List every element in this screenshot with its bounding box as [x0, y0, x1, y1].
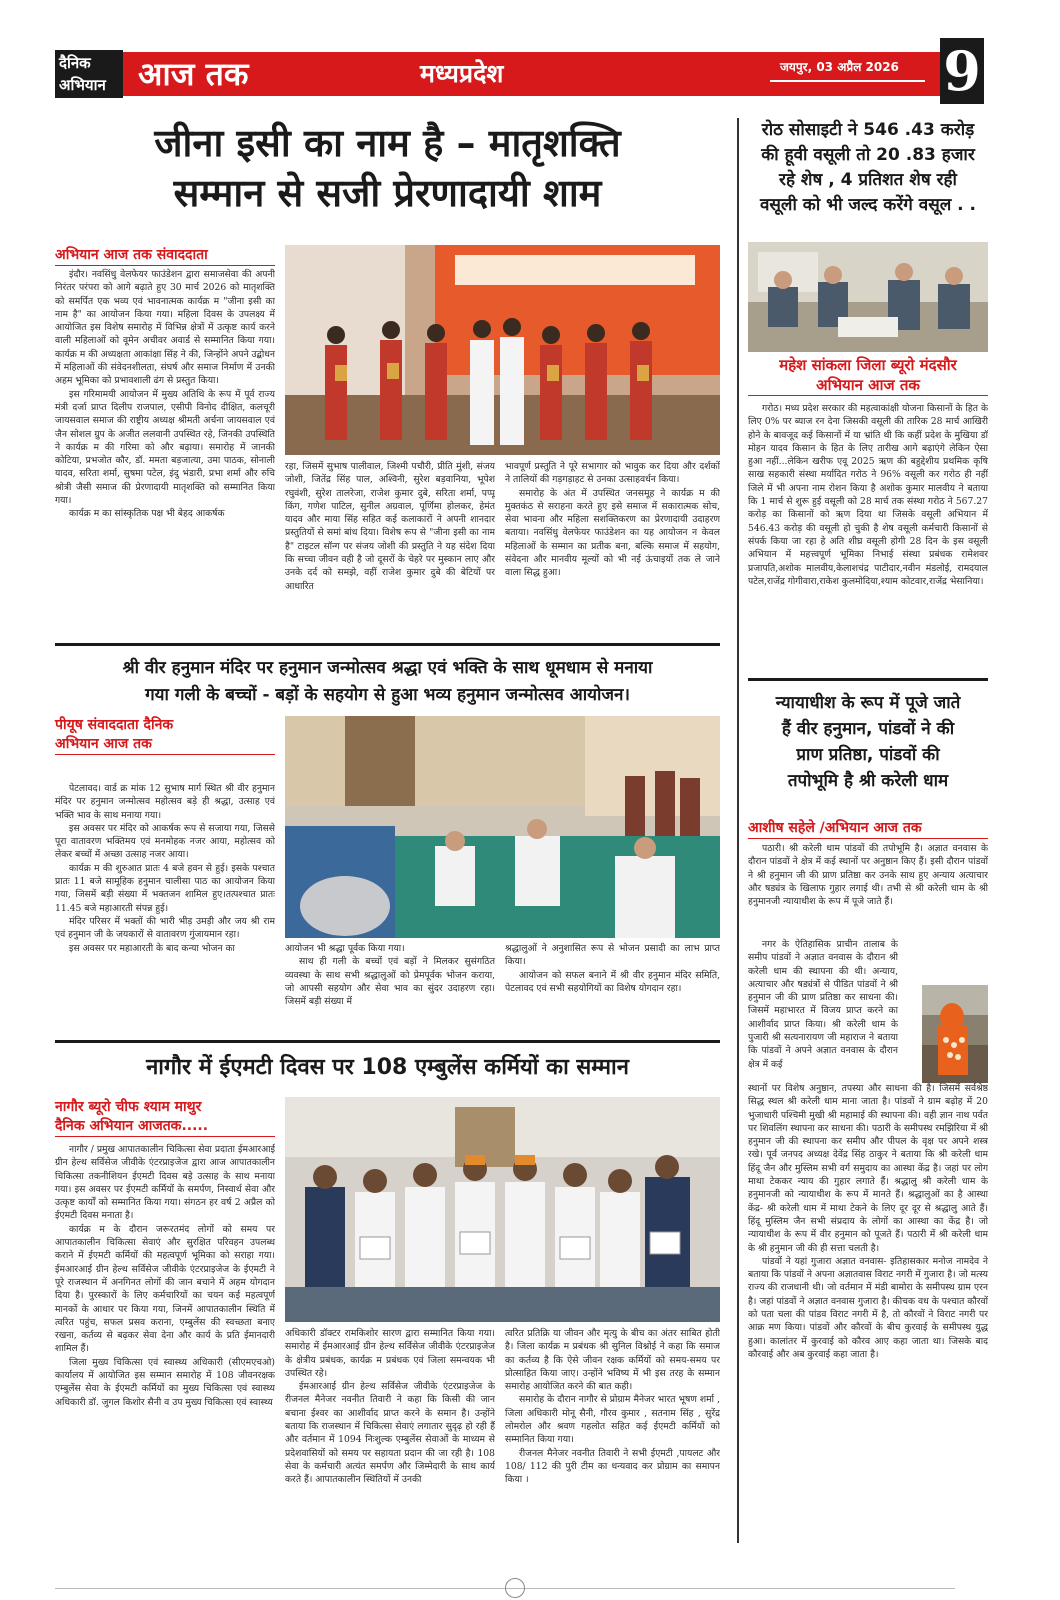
- story5-paragraph: कार्यक्र म के दौरान जरूरतमंद लोगों को समय पर आपातकालीन चिकित्सा सेवाएं और सुरक्षित परिवहन उपलब्ध कराने में ईएमटी कर्मियों की महत्वपूर्ण भूमिका को सराहा गया। ईमआरआई ग्रीन हेल्थ सर्विसेज जीवीके एंटरप्राइजेज के ईएमटी ने पूरे राजस्थान में अनगिनत लोगों की जान बचाने में अहम योगदान दिया है। पुरस्कारों के लिए कर्मचारियों का चयन कई महत्वपूर्ण मानकों के आधार पर किया गया, जिनमें आपातकालीन स्थिति में त्वरित पहुंच, सफल प्रसव कराना, एम्बुलेंस की स्वच्छता बनाए रखना, कर्तव्य से बढ़कर सेवा देना और कार्य के प्रति ईमानदारी शामिल हैं।: [55, 1223, 275, 1355]
- ambulance-staff-honor-photo-image: [285, 1097, 720, 1322]
- story3-byline-line2: अभियान आज तक: [55, 736, 152, 752]
- story5-paragraph: रीजनल मैनेजर नवनीत तिवारी ने सभी ईएमटी ,पायलट और 108/ 112 की पुरी टीम का धन्यवाद कर प्रोग्राम का समापन किया ।: [505, 1447, 720, 1486]
- story2-headline-line2: की हूवी वसूली तो 20 .83 हजार: [761, 145, 975, 165]
- story4-headline-line3: प्राण प्रतिष्ठा, पांडवों की: [796, 745, 940, 765]
- section-divider: [748, 678, 988, 681]
- story1-headline-line1: जीना इसी का नाम है – मातृशक्ति: [154, 121, 621, 165]
- story4-photo: [922, 985, 988, 1083]
- registration-mark-icon: [505, 1578, 525, 1598]
- story5-paragraph: जिला मुख्य चिकित्सा एवं स्वास्थ्य अधिकारी (सीएमएचओ) कार्यालय में आयोजित इस सम्मान समारोह में 108 जीवनरक्षक एम्बुलेंस सेवा के ईएमटी कर्मियों का मुख्य चिकित्सा एवं स्वास्थ्य अधिकारी डॉ. जुगल किशोर सैनी व उप मुख्य चिकित्सा एवं स्वास्थ्य: [55, 1356, 275, 1408]
- story1-column-1: [55, 268, 275, 638]
- story1-paragraph: भावपूर्ण प्रस्तुति ने पूरे सभागार को भावुक कर दिया और दर्शकों ने तालियों की गड़गड़ाहट से उनका उत्साहवर्धन किया।: [505, 461, 720, 486]
- brand-small-2: अभियान: [59, 76, 106, 94]
- story3-paragraph: कार्यक्र म की शुरुआत प्रातः 4 बजे हवन से हुई। इसके पश्चात प्रातः 11 बजे सामूहिक हनुमान चालीसा पाठ का आयोजन किया गया, जिसमें बड़ी संख्या में भक्तजन शामिल हुए।तत्पश्चात प्रातः 11.45 बजे महाआरती संपन्न हुई।: [55, 862, 275, 914]
- story2-headline: [748, 118, 988, 218]
- story1-column-3: [505, 460, 720, 638]
- story5-paragraph: त्वरित प्रतिक्रि या जीवन और मृत्यु के बीच का अंतर साबित होती है। जिला कार्यक्र म प्रबंधक श्री सुनिल विश्नोई ने कहा कि समाज का कर्तव्य है कि ऐसे जीवन रक्षक कर्मियों को समय-समय पर प्रोत्साहित किया जाए। उन्होंने भविष्य में भी इस तरह के सम्मान समारोह आयोजित करने की बात कही।: [505, 1328, 720, 1393]
- story3-paragraph: मंदिर परिसर में भक्तों की भारी भीड़ उमड़ी और जय श्री राम एवं हनुमान जी के जयकारों से वातावरण गुंजायमान रहा।: [55, 915, 275, 941]
- story3-paragraph: साथ ही गली के बच्चों एवं बड़ों ने मिलकर सुसंगठित व्यवस्था के साथ सभी श्रद्धालुओं को प्रेमपूर्वक भोजन कराया, जो आपसी सहयोग और सेवा भाव का सुंदर उदाहरण रहा। जिसमें बड़ी संख्या में: [285, 956, 495, 1008]
- story4-paragraph: पठारी। श्री करेली धाम पांडवों की तपोभूमि है। अज्ञात वनवास के दौरान पांडवों ने क्षेत्र में कई स्थानों पर अनुष्ठान किए हैं। इसी दौरान पांडवों ने श्री हनुमान जी की प्राण प्रतिष्ठा कर उनके साथ हुए अन्याय अत्याचार और षड्यंत्र के खिलाफ गुहार लगाई थी। तभी से श्री करेली धाम के श्री हनुमानजी न्यायाधीश के रूप में पूजे जाते हैं।: [748, 843, 988, 908]
- page-number: 9: [940, 38, 984, 104]
- story3-paragraph: आयोजन भी श्रद्धा पूर्वक किया गया।: [285, 943, 405, 954]
- story4-headline: [748, 690, 988, 794]
- dateline-underline: [770, 80, 925, 82]
- story2-byline-line2: अभियान आज तक: [816, 376, 920, 394]
- story3-photo: [285, 716, 720, 938]
- story5-byline-line1: नागौर ब्यूरो चीफ श्याम माथुर: [55, 1099, 202, 1115]
- story1-column-2: [285, 460, 495, 638]
- story3-paragraph: इस अवसर पर मंदिर को आकर्षक रूप से सजाया गया, जिससे पूरा वातावरण भक्तिमय एवं मनमोहक नजर आया, महोत्सव को लेकर बच्चों में अच्छा उत्साह नजर आया।: [55, 822, 275, 861]
- story2-headline-line4: वसूली को भी जल्द करेंगे वसूल . .: [759, 195, 977, 215]
- story5-paragraph: नागौर / प्रमुख आपातकालीन चिकित्सा सेवा प्रदाता ईमआरआई ग्रीन हेल्थ सर्विसेज जीवीके एंटरप्राइजेज द्वारा आज आपातकालीन चिकित्सा तकनीशियन ईएमटी दिवस बड़े उत्साह के साथ मनाया गया। इस अवसर पर ईएमटी कर्मियों के समर्पण, निस्वार्थ सेवा और उत्कृष्ट कार्यों को सम्मानित किया गया। संगठन हर वर्ष 2 अप्रैल को ईएमटी दिवस मनाता है।: [55, 1144, 275, 1222]
- award-ceremony-photo-image: [285, 245, 720, 455]
- story3-paragraph: श्रद्धालुओं ने अनुशासित रूप से भोजन प्रसादी का लाभ प्राप्त किया।: [505, 943, 720, 968]
- story3-byline-line1: पीयूष संवाददाता दैनिक: [55, 717, 174, 733]
- story1-headline-line2: सम्मान से सजी प्रेरणादायी शाम: [173, 171, 602, 215]
- column-divider: [737, 118, 739, 1543]
- story5-column-2: [285, 1327, 495, 1542]
- story3-byline: [55, 716, 275, 755]
- story3-headline-line2: गया गली के बच्चों - बड़ों के सहयोग से हुआ भव्य हनुमान जन्मोत्सव आयोजन।: [145, 685, 630, 705]
- story1-paragraph: कार्यक्र म का सांस्कृतिक पक्ष भी बेहद आकर्षक: [69, 508, 225, 520]
- masthead-brand-box: [55, 50, 123, 98]
- story1-paragraph: इंदौर। नवसिंधु वेलफेयर फाउंडेशन द्वारा समाजसेवा की अपनी निरंतर परंपरा को आगे बढ़ाते हुए 30 मार्च 2026 को मातृशक्ति को समर्पित एक भव्य एवं भावनात्मक कार्यक्र म "जीना इसी का नाम है" का आयोजन किया गया। महिला दिवस के उपलक्ष्य में आयोजित इस विशेष समारोह में विभिन्न क्षेत्रों में उत्कृष्ट कार्य करने वाली महिलाओं को वूमेन अचीवर अवार्ड से सम्मानित किया गया। कार्यक्र म की अध्यक्षता आकांक्षा सिंह ने की, जिन्होंने अपने उद्बोधन में महिलाओं की संवेदनशीलता, संघर्ष और समाज निर्माण में उनकी अहम भूमिका को प्रभावशाली ढंग से प्रस्तुत किया।: [55, 269, 275, 387]
- brand-title: आज तक: [138, 55, 249, 93]
- story1-photo: [285, 245, 720, 455]
- story2-paragraph: गरोठ। मध्य प्रदेश सरकार की महत्वाकांक्षी योजना किसानों के हित के लिए 0% पर ब्याज रन देना जिसकी वसूली की तारिक 28 मार्च आखिरी होने के बावजूद कई किसानों में या भ्रांति थी कि कहीं प्रदेश के मुखिया डॉ मोहन यादव किसान के हित के लिए तारीख आगे बढ़ाएंगे लेकिन ऐसा हुआ नहीं...लेकिन खरीफ एवू 2025 ऋण की बहुद्देशीय प्रथमिक कृषि साख सहकारी संस्था मर्यादित गरोठ ने 96% वसूली कर गरोठ ही नहीं जिले में भी अपना नाम रोशन किया है अशोक कुमार मालवीय ने बताया कि 1 मार्च से शुरू हुई वसूली को 28 मार्च तक संस्था गरोठ ने 567.27 करोड़ का किसानों को ऋण दिया था जिसके वसूली अभियान में 546.43 करोड़ की वसूली हो चुकी है शेष वसूली कर्मचारी किसानों से संपर्क किया जा रहा हे अति शीघ्र वसूली होगी 28 दिन के इस वसूली अभियान में महत्त्वपूर्ण भूमिका निभाई संस्था प्रबंधक रामेशवर प्रजापति,अशोक मालवीय,केलाशचंद्र पाटीदार,नवीन मंडलोई, रामदयाल पटेल,राजेंद्र गोगीवारा,राकेश कुलमोदिया,श्याम कोटवार,राजेंद्र भेसानिया।: [748, 403, 988, 587]
- story5-paragraph: समारोह के दौरान नागौर से प्रोग्राम मैनेजर भारत भूषण शर्मा , जिला अधिकारी मोनू सैनी, गौरव कुमार , सतनाम सिंह , सुरेंद्र लोमरोल और श्रवण गहलोत सहित कई ईएमटी कर्मियों को सम्मानित किया गया।: [505, 1394, 720, 1446]
- story3-headline-line1: श्री वीर हनुमान मंदिर पर हनुमान जन्मोत्सव श्रद्धा एवं भक्ति के साथ धूमधाम से मनाया: [122, 658, 653, 678]
- story3-paragraph: पेटलावद। वार्ड क्र मांक 12 सुभाष मार्ग स्थित श्री वीर हनुमान मंदिर पर हनुमान जन्मोत्सव महोत्सव बड़े ही श्रद्धा, उत्साह एवं भक्ति भाव के साथ मनाया गया।: [55, 783, 275, 821]
- story1-paragraph: समारोह के अंत में उपस्थित जनसमूह ने कार्यक्र म की मुक्तकंठ से सराहना करते हुए इसे समाज में सकारात्मक सोच, सेवा भावना और महिला सशक्तिकरण का प्रेरणादायी उदाहरण बताया। नवसिंधु वेलफेयर फाउंडेशन का यह आयोजन न केवल महिलाओं के सम्मान का प्रतीक बना, बल्कि समाज में सहयोग, संवेदना और मानवीय मूल्यों को भी नई ऊंचाइयों तक ले जाने वाला सिद्ध हुआ।: [505, 487, 720, 579]
- story2-byline-line1: महेश सांकला जिला ब्यूरो मंदसौर: [779, 356, 957, 374]
- story5-paragraph: अधिकारी डॉक्टर रामकिशोर सारण द्वारा सम्मानित किया गया। समारोह में ईमआरआई ग्रीन हेल्थ सर्विसेज जीवीके एंटरप्राइजेज के क्षेत्रीय प्रबंधक, कार्यक्र म प्रबंधक एवं जिला समन्वयक भी उपस्थित रहे।: [285, 1328, 495, 1379]
- story3-column-1: [55, 782, 275, 1034]
- story1-headline: [55, 118, 720, 218]
- story5-paragraph: ईमआरआई ग्रीन हेल्थ सर्विसेज जीवीके एंटरप्राइजेज के रीजनल मैनेजर नवनीत तिवारी ने कहा कि किसी की जान बचाना ईश्वर का आशीर्वाद प्राप्त करने के समान है। उन्होंने बताया कि राजस्थान में चिकित्सा सेवाएं लगातार सुदृढ़ हो रही हैं और वर्तमान में 1094 निःशुल्क एम्बुलेंस सेवाओं के माध्यम से प्रदेशवासियों को समय पर सहायता प्रदान की जा रही है। 108 सेवा के कर्मचारी अत्यंत समर्पण और जिम्मेदारी के साथ कार्य करते हैं। आपातकालीन स्थितियों में उनकी: [285, 1381, 495, 1486]
- story5-byline: [55, 1098, 275, 1137]
- story5-column-3: [505, 1327, 720, 1542]
- story4-continued: [748, 1082, 988, 1542]
- story3-headline: [55, 655, 720, 709]
- story1-byline: अभियान आज तक संवाददाता: [55, 245, 275, 266]
- story2-headline-line3: रहे शेष , 4 प्रतिशत शेष रही: [779, 170, 957, 190]
- story5-headline: नागौर में ईएमटी दिवस पर 108 एम्बुलेंस कर्मियों का सम्मान: [146, 1055, 629, 1080]
- temple-feast-photo-image: [285, 716, 720, 938]
- story2-body: [748, 402, 988, 672]
- story4-paragraph: नगर के ऐतिहासिक प्राचीन तालाब के समीप पांडवों ने अज्ञात वनवास के दौरान श्री करेली धाम की स्थापना की थी। अन्याय, अत्याचार और षड्यंत्रों से पीडित पांडवों ने श्री हनुमान जी की प्राण प्रतिष्ठा कर साधना की। जिसमें महाभारत में विजय प्राप्त करने का आशीर्वाद प्राप्त किया। श्री करेली धाम के पुजारी श्री सत्यनारायण जी महाराज ने बताया कि पांडवों ने अपने अज्ञात वनवास के दौरान क्षेत्र में कई: [748, 939, 898, 1070]
- story3-column-3: [505, 942, 720, 1034]
- story1-paragraph: रहा, जिसमें सुभाष पालीवाल, जिश्मी पचौरी, प्रीति मुंशी, संजय जोशी, जितेंद्र सिंह पाल, अश्विनी, सुरेश बड़वानिया, भूपेश रघुवंशी, सुरेश तालरेजा, राजेश कुमार दुबे, सरिता शर्मा, पप्पू किंग, गणेश पाटिल, सुनील अग्रवाल, पूर्णिमा होलकर, हेमंत यादव और माया सिंह सहित कई कलाकारों ने अपनी शानदार प्रस्तुतियों से समां बांध दिया। विशेष रूप से "जीना इसी का नाम है" टाइटल सॉन्ग पर संजय जोशी की प्रस्तुति ने यह संदेश दिया कि सच्चा जीवन वही है जो दूसरों के चेहरे पर मुस्कान लाए और उनके दर्द को समझे, वहीं राजेश कुमार दुबे की बेटियों पर आधारित: [285, 461, 495, 592]
- brand-small-1: दैनिक: [59, 54, 91, 72]
- story4-paragraph: स्थानों पर विशेष अनुष्ठान, तपस्या और साधना की है। जिसमें सर्वश्रेष्ठ सिद्ध स्थल श्री करेली धाम माना जाता है। पांडवों ने ग्राम बढ़ोह में 20 भुजाधारी पश्चिमी मुखी श्री महामाई की स्थापना की। वही ज्ञान नाथ पर्वत पर शिवलिंग स्थापना कर साधना की। पठारी के समीपस्थ रमझिरिया में श्री हनुमान जी की स्थापना कर समीप और पीपल के वृक्ष पर अपने शस्त्र रखे। पूर्व जनपद अध्यक्ष देवेंद्र सिंह ठाकुर ने बताया कि श्री करेली धाम हिंदू जैन और मुस्लिम सभी वर्ग समुदाय का आस्था केंद्र है। जहां पर लोग माथा टेककर न्याय की गुहार लगाते हैं। श्रद्धालु श्री करेली धाम के हनुमानजी को न्यायाधीश के रूप में मानते हैं। श्रद्धालुओं का है आस्था केंद्र- श्री करेली धाम में माथा टेकने के लिए दूर दूर से श्रद्धालु आते हैं। हिंदू मुस्लिम जैन सभी संप्रदाय के लोगों का आस्था का केंद्र है। जो न्यायाधीश के रूप में वीर हनुमान को पूजते हैं। पठारी में श्री करेली धाम के श्री हनुमान जी की ही सत्ता चलती है।: [748, 1083, 988, 1254]
- story4-wrap-column: [748, 938, 898, 1082]
- story1-paragraph: इस गरिमामयी आयोजन में मुख्य अतिथि के रूप में पूर्व राज्य मंत्री दर्जा प्राप्त दिलीप राजपाल, एसीपी विनोद दीक्षित, कलचूरी जायसवाल समाज की राष्ट्रीय अध्यक्ष श्रीमती अर्चना जायसवाल एवं जैन सोशल ग्रुप के अजीत ललवानी उपस्थित रहे, जिनकी उपस्थिति ने कार्यक्र म की गरिमा को और बढ़ाया। समारोह में जानकी कोटिया, प्रभजोत कौर, डॉ. ममता बड़जात्या, उमा पाठक, सोनाली यादव, सरिता शर्मा, सुषमा पटेल, इंदु भंडारी, प्रभा शर्मा और रुचि श्रोत्री जैसी समाज की प्रेरणादायी मातृशक्ति को सम्मानित किया गया।: [55, 388, 275, 507]
- office-meeting-photo-image: [748, 242, 988, 352]
- story4-paragraph: पांडवों ने यहां गुजारा अज्ञात वनवास- इतिहासकार मनोज नामदेव ने बताया कि पांडवों ने अपना अज्ञातवास विराट नगरी में गुजारा है। जो मत्स्य राज्य की राजधानी थी। जो वर्तमान में मंडी बामोरा के समीपस्थ ग्राम एरन है। जहां पांडवों ने अज्ञात वनवास गुजारा है। कीचक वध के पश्चात कौरवों को पता चला की पांडव विराट नगरी में है, तो कौरवों ने विराट नगरी पर आक्र मण किया। पांडवों और कौरवों के बीच कुरवाई के समीपस्थ युद्ध हुआ। कालांतर में कुरवाई को कौरव आए कहा जाता था। जिसके बाद कौरवाई और अब कुरवाई कहा जाता है।: [748, 1255, 988, 1360]
- dateline: जयपुर, 03 अप्रैल 2026: [780, 60, 899, 74]
- story2-byline: [748, 355, 988, 396]
- section-divider: [55, 643, 720, 646]
- story5-photo: [285, 1097, 720, 1322]
- story5-column-1: [55, 1143, 275, 1543]
- story4-byline: आशीष सहेले /अभियान आज तक: [748, 818, 988, 839]
- story4-headline-line2: हैं वीर हनुमान, पांडवों ने की: [781, 719, 955, 739]
- section-title: मध्यप्रदेश: [420, 59, 504, 88]
- story3-column-2: [285, 942, 495, 1034]
- story4-intro: [748, 842, 988, 937]
- story2-headline-line1: रोठ सोसाइटी ने 546 .43 करोड़: [761, 120, 975, 140]
- story2-photo: [748, 242, 988, 352]
- story4-headline-line4: तपोभूमि है श्री करेली धाम: [787, 771, 949, 791]
- story3-paragraph: आयोजन को सफल बनाने में श्री वीर हनुमान मंदिर समिति, पेटलावद एवं सभी सहयोगियों का विशेष योगदान रहा।: [505, 969, 720, 994]
- story4-headline-line1: न्यायाधीश के रूप में पूजे जाते: [775, 693, 961, 713]
- story3-paragraph: इस अवसर पर महाआरती के बाद कन्या भोजन का: [69, 942, 235, 954]
- story5-byline-line2: दैनिक अभियान आजतक.....: [55, 1118, 209, 1134]
- hanuman-idol-photo-image: [922, 985, 988, 1083]
- section-divider: [55, 1040, 720, 1043]
